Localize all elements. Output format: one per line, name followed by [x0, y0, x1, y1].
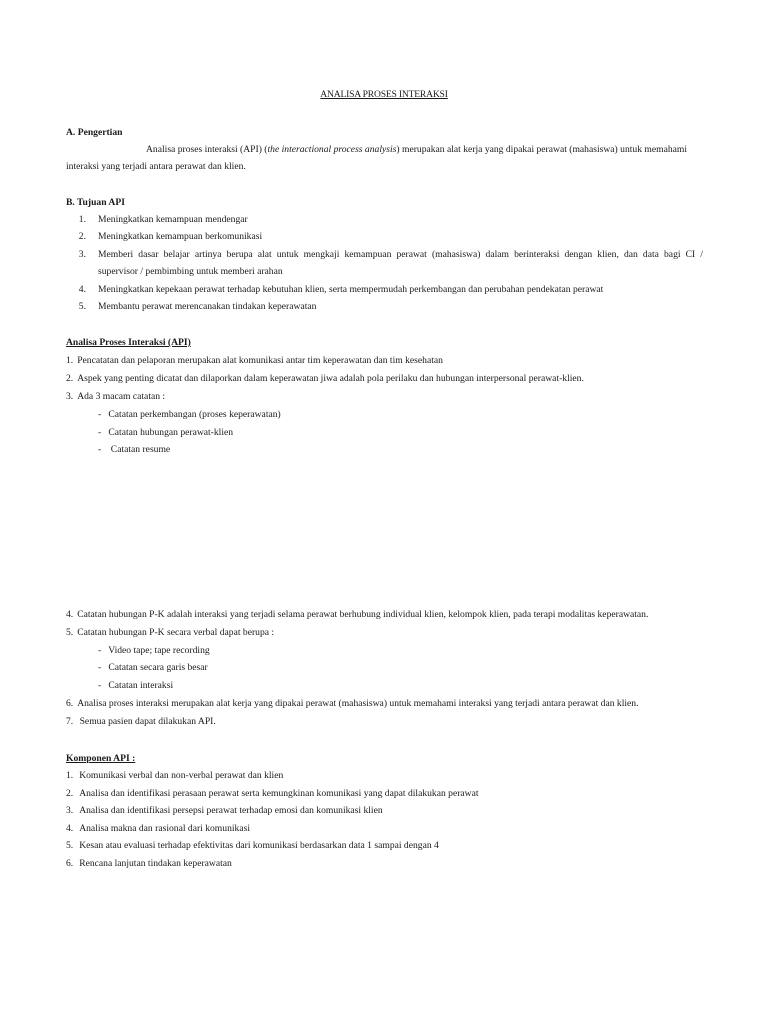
section-a-heading: A. Pengertian: [66, 127, 123, 138]
list-number: 3.: [78, 249, 86, 260]
list-number: 3.: [66, 805, 74, 816]
list-item: [72, 213, 248, 226]
list-text: Ada 3 macam catatan :: [77, 391, 166, 402]
section-a-paragraph-line1: [146, 143, 687, 156]
list-item: [66, 354, 443, 367]
section-b-heading: B. Tujuan API: [66, 197, 125, 208]
paragraph-text-italic: the interactional process analysis: [267, 144, 397, 155]
list-text: Semua pasien dapat dilakukan API.: [77, 716, 216, 727]
list-text: Pencatatan dan pelaporan merupakan alat komunikasi antar tim keperawatan dan tim kesehatan: [77, 355, 443, 366]
list-number: 4.: [66, 823, 74, 834]
list-text: Catatan hubungan P-K secara verbal dapat berupa :: [77, 627, 275, 638]
list-text: Analisa makna dan rasional dari komunikasi: [79, 823, 250, 834]
list-number: 7.: [66, 716, 74, 727]
list-item: [66, 626, 274, 639]
list-text: Rencana lanjutan tindakan keperawatan: [79, 858, 232, 869]
list-text: Meningkatkan kepekaan perawat terhadap kebutuhan klien, serta mempermudah perkembangan dan perubahan pendekatan perawat: [98, 284, 604, 295]
list-text: Kesan atau evaluasi terhadap efektivitas dari komunikasi berdasarkan data 1 sampai dengan 4: [79, 840, 439, 851]
list-number: 4.: [78, 284, 86, 295]
list-item: [72, 283, 603, 296]
list-item: [66, 839, 439, 852]
list-number: 6.: [66, 858, 74, 869]
list-item: [72, 230, 262, 243]
list-number: 3.: [66, 391, 74, 402]
list-text: Analisa proses interaksi merupakan alat kerja yang dipakai perawat (mahasiswa) untuk memahami interaksi yang terjadi antara perawat dan klien.: [77, 698, 639, 709]
list-item: [66, 697, 639, 710]
list-item: [66, 787, 479, 800]
list-item: [66, 608, 648, 621]
list-item: [72, 248, 86, 261]
section-a-paragraph-line2: interaksi yang terjadi antara perawat dan klien.: [66, 161, 246, 172]
list-item: [66, 372, 584, 385]
list-number: 1.: [66, 355, 74, 366]
list-number: 5.: [66, 840, 74, 851]
sub-list-item: - Video tape; tape recording: [98, 645, 210, 656]
list-text: Memberi dasar belajar artinya berupa alat untuk mengkaji kemampuan perawat (mahasiswa) dalam berinteraksi dengan klien, dan data bagi CI /: [98, 249, 703, 260]
list-number: 2.: [66, 373, 74, 384]
section-api-heading: Analisa Proses Interaksi (API): [66, 337, 191, 348]
list-number: 4.: [66, 609, 74, 620]
list-text: Meningkatkan kemampuan berkomunikasi: [98, 231, 263, 242]
list-number: 2.: [66, 788, 74, 799]
list-number: 1.: [78, 214, 86, 225]
list-text-continued: supervisor / pembimbing untuk memberi arahan: [98, 266, 283, 277]
paragraph-text-pre: Analisa proses interaksi (API) (: [146, 144, 268, 155]
list-item: [66, 857, 232, 870]
list-text: Komunikasi verbal dan non-verbal perawat dan klien: [79, 770, 284, 781]
list-text: Analisa dan identifikasi perasaan perawat serta kemungkinan komunikasi yang dapat dilakukan perawat: [79, 788, 479, 799]
list-number: 5.: [78, 301, 86, 312]
list-item: [66, 390, 165, 403]
list-number: 2.: [78, 231, 86, 242]
page-title: ANALISA PROSES INTERAKSI: [320, 89, 448, 100]
list-item: [66, 822, 250, 835]
sub-list-item: - Catatan interaksi: [98, 680, 174, 691]
list-item: [66, 804, 383, 817]
list-number: 6.: [66, 698, 74, 709]
list-number: 1.: [66, 770, 74, 781]
list-text: Analisa dan identifikasi persepsi perawat terhadap emosi dan komunikasi klien: [79, 805, 383, 816]
list-text: Meningkatkan kemampuan mendengar: [98, 214, 248, 225]
list-text: Membantu perawat merencanakan tindakan keperawatan: [98, 301, 317, 312]
sub-list-item: - Catatan hubungan perawat-klien: [98, 427, 234, 438]
list-item: [72, 300, 316, 313]
list-item: [66, 715, 216, 728]
list-text: Aspek yang penting dicatat dan dilaporkan dalam keperawatan jiwa adalah pola perilaku dan hubungan interpersonal perawat-klien.: [77, 373, 584, 384]
paragraph-text-post: ) merupakan alat kerja yang dipakai perawat (mahasiswa) untuk memahami: [396, 144, 688, 155]
list-item: [66, 769, 283, 782]
sub-list-item: - Catatan secara garis besar: [98, 662, 208, 673]
list-text: Catatan hubungan P-K adalah interaksi yang terjadi selama perawat berhubung individual klien, kelompok klien, pada terapi modalitas keperawatan.: [77, 609, 649, 620]
sub-list-item: - Catatan perkembangan (proses keperawatan): [98, 409, 281, 420]
section-komponen-heading: Komponen API :: [66, 753, 136, 764]
list-number: 5.: [66, 627, 74, 638]
sub-list-item: - Catatan resume: [98, 444, 171, 455]
